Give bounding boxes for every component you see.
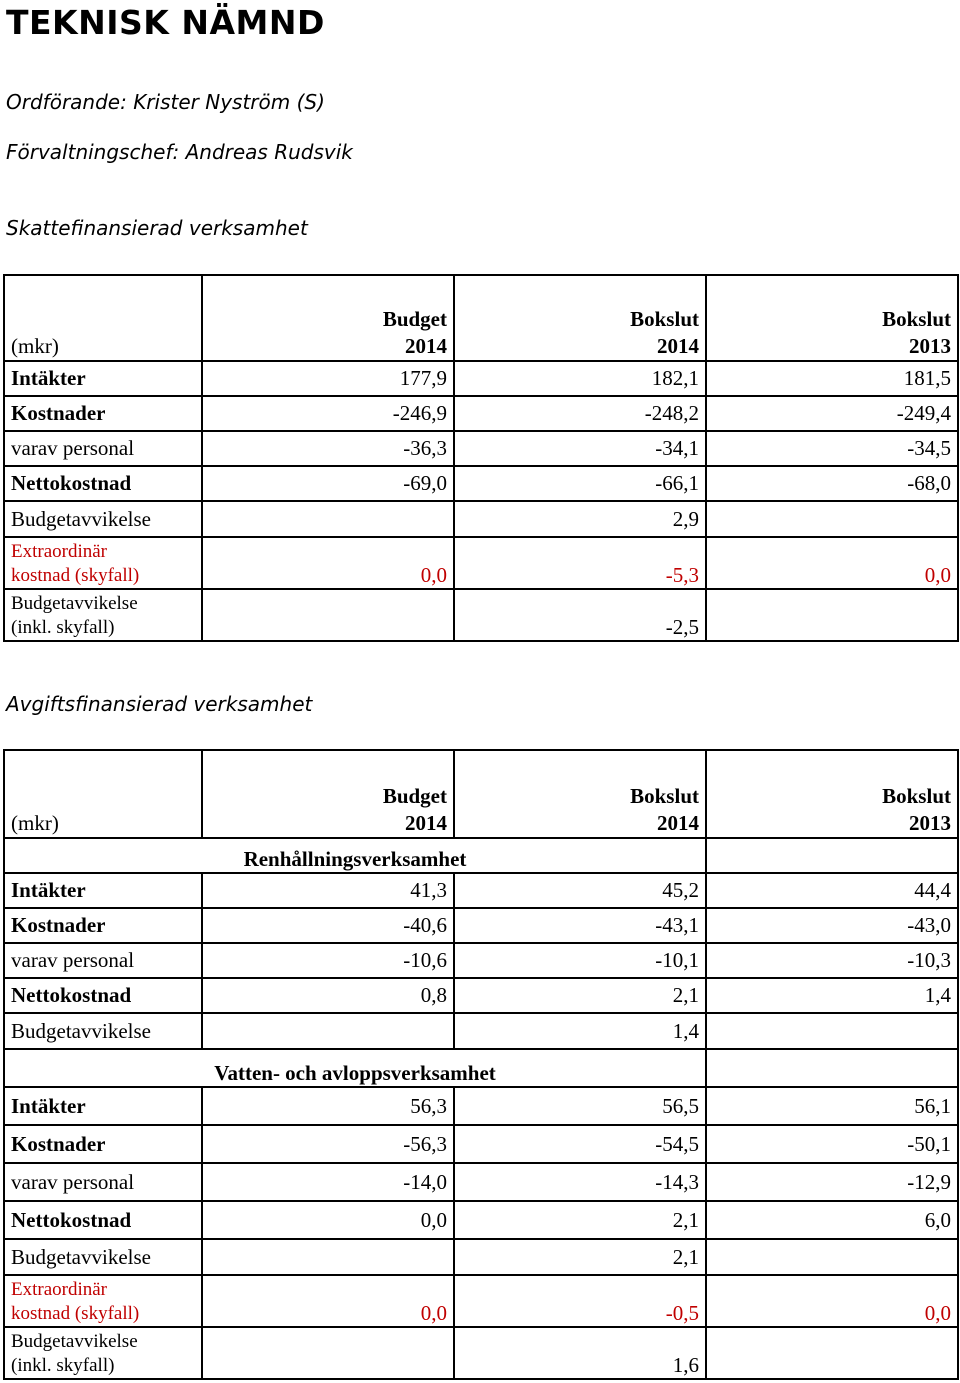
cell-value: 41,3	[202, 873, 454, 908]
cell-value: 56,5	[454, 1087, 706, 1125]
cell-value: -54,5	[454, 1125, 706, 1163]
cell-value: -69,0	[202, 466, 454, 501]
cell-value: -249,4	[706, 396, 958, 431]
cell-value: -5,3	[454, 537, 706, 589]
section-title: Vatten- och avloppsverksamhet	[4, 1049, 706, 1087]
cell-value	[202, 1013, 454, 1049]
table-row	[4, 873, 958, 908]
cell-value: 182,1	[454, 361, 706, 396]
table-header-row	[4, 750, 958, 838]
cell-value: -36,3	[202, 431, 454, 466]
cell-value: -43,0	[706, 908, 958, 943]
cell-value: -10,6	[202, 943, 454, 978]
row-label: Budgetavvikelse	[4, 501, 202, 537]
cell-value: -14,0	[202, 1163, 454, 1201]
cell-value: -0,5	[454, 1275, 706, 1327]
row-label: Budgetavvikelse (inkl. skyfall)	[4, 589, 202, 641]
table-row	[4, 978, 958, 1013]
column-header-bokslut-2014: Bokslut 2014	[454, 275, 706, 361]
cell-value: -34,5	[706, 431, 958, 466]
cell-value	[706, 1013, 958, 1049]
cell-value: -56,3	[202, 1125, 454, 1163]
table-row	[4, 537, 958, 589]
table-row	[4, 1275, 958, 1327]
table-row	[4, 431, 958, 466]
column-header-bokslut-2014: Bokslut 2014	[454, 750, 706, 838]
cell-value: -10,1	[454, 943, 706, 978]
cell-value	[202, 501, 454, 537]
cell-value: 44,4	[706, 873, 958, 908]
cell-value: 6,0	[706, 1201, 958, 1239]
cell-value: 1,4	[454, 1013, 706, 1049]
cell-value: -43,1	[454, 908, 706, 943]
row-label: Nettokostnad	[4, 466, 202, 501]
cell-value	[706, 501, 958, 537]
column-header-bokslut-2013: Bokslut 2013	[706, 750, 958, 838]
cell-value: -14,3	[454, 1163, 706, 1201]
cell-value: 0,0	[202, 537, 454, 589]
row-label: Extraordinär kostnad (skyfall)	[4, 1275, 202, 1327]
row-label: varav personal	[4, 943, 202, 978]
section-title: Renhållningsverksamhet	[4, 838, 706, 873]
row-label: Intäkter	[4, 873, 202, 908]
cell-value: 177,9	[202, 361, 454, 396]
row-label: Kostnader	[4, 396, 202, 431]
cell-value: -68,0	[706, 466, 958, 501]
cell-value	[202, 1239, 454, 1275]
table-row	[4, 908, 958, 943]
cell-value: 0,0	[706, 537, 958, 589]
tax-table	[3, 274, 959, 642]
cell-value: 2,1	[454, 1201, 706, 1239]
cell-value	[202, 589, 454, 641]
cell-value: 0,0	[202, 1201, 454, 1239]
cell-value: 45,2	[454, 873, 706, 908]
cell-value	[706, 1327, 958, 1379]
column-header-budget-2014: Budget 2014	[202, 275, 454, 361]
director-line: Förvaltningschef: Andreas Rudsvik	[6, 140, 353, 164]
row-label: Kostnader	[4, 1125, 202, 1163]
row-label: varav personal	[4, 431, 202, 466]
cell-value: -12,9	[706, 1163, 958, 1201]
cell-value: -34,1	[454, 431, 706, 466]
table-row	[4, 943, 958, 978]
cell-value: -50,1	[706, 1125, 958, 1163]
cell-value	[202, 1327, 454, 1379]
column-header-budget-2014: Budget 2014	[202, 750, 454, 838]
cell-value	[706, 589, 958, 641]
cell-value: 2,9	[454, 501, 706, 537]
cell-value: 1,6	[454, 1327, 706, 1379]
fee-heading: Avgiftsfinansierad verksamhet	[6, 692, 313, 716]
row-label: Intäkter	[4, 361, 202, 396]
table-row	[4, 361, 958, 396]
cell-value: 2,1	[454, 1239, 706, 1275]
table-row	[4, 501, 958, 537]
table-row	[4, 1013, 958, 1049]
unit-label: (mkr)	[4, 750, 202, 838]
cell-value	[706, 1239, 958, 1275]
empty-cell	[706, 838, 958, 873]
section-row-va	[4, 1049, 958, 1087]
cell-value: -246,9	[202, 396, 454, 431]
row-label: Budgetavvikelse	[4, 1013, 202, 1049]
chair-line: Ordförande: Krister Nyström (S)	[6, 90, 325, 114]
cell-value: -10,3	[706, 943, 958, 978]
row-label: Budgetavvikelse	[4, 1239, 202, 1275]
row-label: Nettokostnad	[4, 978, 202, 1013]
cell-value: 56,1	[706, 1087, 958, 1125]
table-row	[4, 1327, 958, 1379]
table-row	[4, 589, 958, 641]
table-row	[4, 466, 958, 501]
row-label: Nettokostnad	[4, 1201, 202, 1239]
cell-value: 0,0	[706, 1275, 958, 1327]
cell-value: 181,5	[706, 361, 958, 396]
cell-value: 0,8	[202, 978, 454, 1013]
column-header-bokslut-2013: Bokslut 2013	[706, 275, 958, 361]
row-label: varav personal	[4, 1163, 202, 1201]
table-row	[4, 1125, 958, 1163]
table-row	[4, 1087, 958, 1125]
row-label: Kostnader	[4, 908, 202, 943]
cell-value: -66,1	[454, 466, 706, 501]
cell-value: -2,5	[454, 589, 706, 641]
cell-value: 56,3	[202, 1087, 454, 1125]
cell-value: 1,4	[706, 978, 958, 1013]
table-header-row	[4, 275, 958, 361]
tax-heading: Skattefinansierad verksamhet	[6, 216, 308, 240]
row-label: Budgetavvikelse (inkl. skyfall)	[4, 1327, 202, 1379]
page-title: TEKNISK NÄMND	[6, 3, 325, 42]
cell-value: 0,0	[202, 1275, 454, 1327]
row-label: Extraordinär kostnad (skyfall)	[4, 537, 202, 589]
section-row-renhallning	[4, 838, 958, 873]
row-label: Intäkter	[4, 1087, 202, 1125]
table-row	[4, 396, 958, 431]
cell-value: -40,6	[202, 908, 454, 943]
table-row	[4, 1239, 958, 1275]
table-row	[4, 1163, 958, 1201]
empty-cell	[706, 1049, 958, 1087]
fee-table	[3, 749, 959, 1380]
cell-value: -248,2	[454, 396, 706, 431]
table-row	[4, 1201, 958, 1239]
unit-label: (mkr)	[4, 275, 202, 361]
cell-value: 2,1	[454, 978, 706, 1013]
